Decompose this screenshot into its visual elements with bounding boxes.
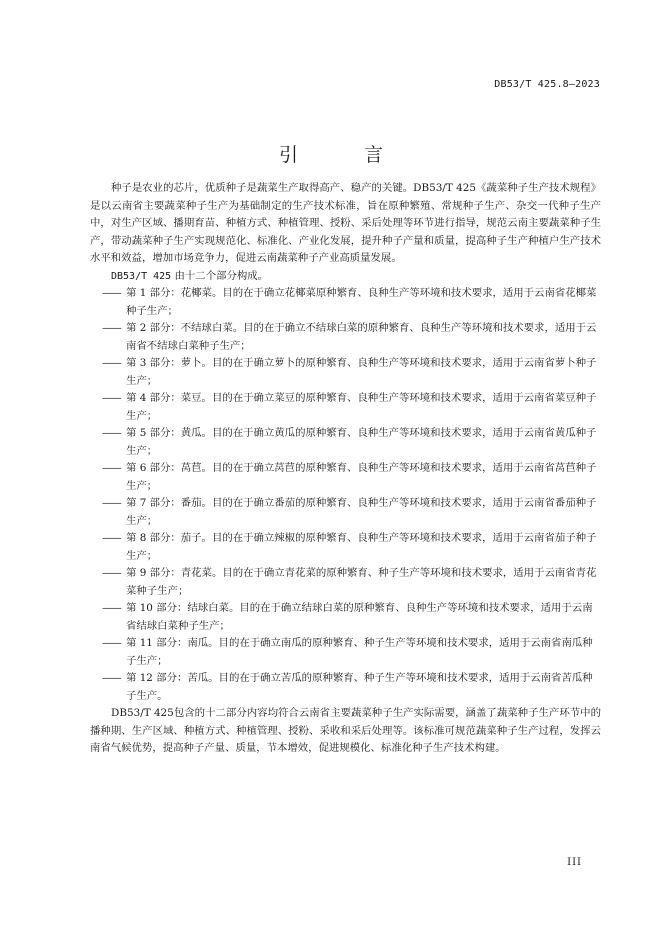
- intro-paragraph: 种子是农业的芯片，优质种子是蔬菜生产取得高产、稳产的关键。DB53/T 425《蔬菜种子生产技术规程》是以云南省主要蔬菜种子生产为基础制定的生产技术标准，旨在原种繁殖、常规种子生产、杂交一代种子生产中，对生产区域、播期育苗、种植方式、种植管理、授粉、采后处理等环节进行指导，规范云南主要蔬菜种子生产，带动蔬菜种子生产实现规范化、标准化、产业化发展，提升种子产量和质量，提高种子生产种植户生产技术水平和效益，增加市场竞争力，促进云南蔬菜种子产业高质量发展。: [90, 182, 601, 264]
- list-dash: ——: [102, 532, 121, 544]
- parts-intro-code: DB53/T 425: [111, 270, 172, 282]
- list-item-text: 第 1 部分：花椰菜。目的在于确立花椰菜原种繁育、良种生产等环境和技术要求，适用于云南省花椰菜种子生产；: [126, 287, 597, 317]
- list-item: [90, 670, 601, 705]
- list-item-text: 第 2 部分：不结球白菜。目的在于确立不结球白菜的原种繁育、良种生产等环境和技术要求，适用于云南省不结球白菜种子生产；: [126, 322, 597, 352]
- list-dash: ——: [102, 287, 121, 299]
- list-dash: ——: [102, 322, 121, 334]
- list-item: [90, 565, 601, 600]
- list-item-text: 第 6 部分：莴苣。目的在于确立莴苣的原种繁育、良种生产等环境和技术要求，适用于云南省莴苣种子生产；: [126, 462, 597, 492]
- list-item: [90, 635, 601, 670]
- list-dash: ——: [102, 392, 121, 404]
- list-item-text: 第 4 部分：菜豆。目的在于确立菜豆的原种繁育、良种生产等环境和技术要求，适用于云南省菜豆种子生产；: [126, 392, 597, 422]
- list-dash: ——: [102, 637, 121, 649]
- list-item: [90, 460, 601, 495]
- parts-intro-text: 由十二个部分构成。: [171, 269, 269, 282]
- list-item: [90, 600, 601, 635]
- list-item: [90, 390, 601, 425]
- list-dash: ——: [102, 672, 121, 684]
- list-item-text: 第 9 部分：青花菜。目的在于确立青花菜的原种繁育、种子生产等环境和技术要求，适用于云南省青花菜种子生产；: [126, 567, 597, 597]
- list-item: [90, 425, 601, 460]
- list-item: [90, 530, 601, 565]
- parts-intro-paragraph: [90, 268, 601, 286]
- document-body: [90, 180, 601, 758]
- list-item-text: 第 12 部分：苦瓜。目的在于确立苦瓜的原种繁育、种子生产等环境和技术要求，适用于云南省苦瓜种子生产。: [126, 672, 593, 702]
- parts-list: [90, 285, 601, 705]
- list-item: [90, 320, 601, 355]
- list-item: [90, 355, 601, 390]
- page-number: III: [567, 857, 582, 868]
- list-dash: ——: [102, 497, 121, 509]
- list-item-text: 第 11 部分：南瓜。目的在于确立南瓜的原种繁育、种子生产等环境和技术要求，适用于云南省南瓜种子生产；: [126, 637, 593, 667]
- list-item: [90, 495, 601, 530]
- list-item-text: 第 8 部分：茄子。目的在于确立辣椒的原种繁育、良种生产等环境和技术要求，适用于云南省茄子种子生产；: [126, 532, 597, 562]
- list-item: [90, 285, 601, 320]
- page-title: 引 言: [278, 144, 414, 166]
- list-item-text: 第 3 部分：萝卜。目的在于确立萝卜的原种繁育、良种生产等环境和技术要求，适用于云南省萝卜种子生产；: [126, 357, 597, 387]
- list-item-text: 第 5 部分：黄瓜。目的在于确立黄瓜的原种繁育、良种生产等环境和技术要求，适用于云南省黄瓜种子生产；: [126, 427, 597, 457]
- list-dash: ——: [102, 602, 121, 614]
- list-dash: ——: [102, 427, 121, 439]
- closing-paragraph: DB53/T 425包含的十二部分内容均符合云南省主要蔬菜种子生产实际需要，涵盖了蔬菜种子生产环节中的播种期、生产区域、种植方式、种植管理、授粉、采收和采后处理等。该标准可规范蔬菜种子生产过程，发挥云南省气候优势，提高种子产量、质量，节本增效，促进规模化、标准化种子生产技术构建。: [90, 707, 601, 754]
- list-item-text: 第 10 部分：结球白菜。目的在于确立结球白菜的原种繁育、良种生产等环境和技术要求，适用于云南省结球白菜种子生产；: [126, 602, 593, 632]
- list-dash: ——: [102, 462, 121, 474]
- list-dash: ——: [102, 567, 121, 579]
- list-dash: ——: [102, 357, 121, 369]
- standard-code-header: DB53/T 425.8—2023: [494, 79, 600, 90]
- list-item-text: 第 7 部分：番茄。目的在于确立番茄的原种繁育、良种生产等环境和技术要求，适用于云南省番茄种子生产；: [126, 497, 597, 527]
